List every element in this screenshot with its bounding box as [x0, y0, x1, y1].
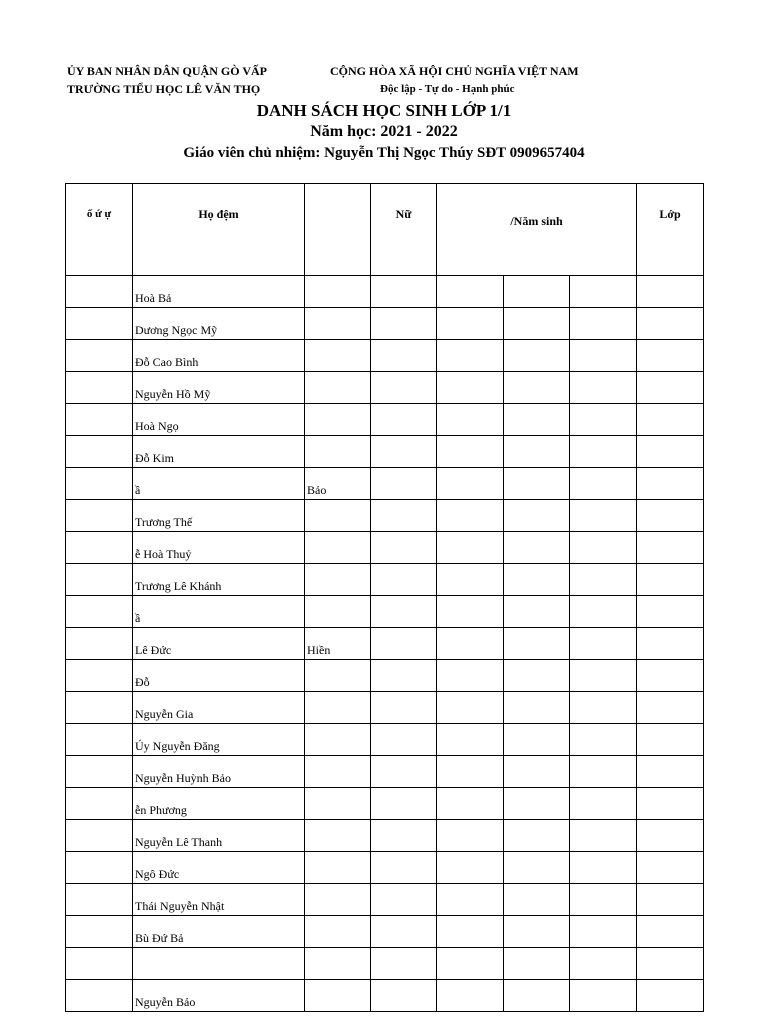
cell-note	[305, 532, 371, 564]
table-row	[66, 276, 704, 308]
cell-name: Nguyễn Bảo	[133, 980, 305, 1012]
cell-name: Bù Đứ Bả	[133, 916, 305, 948]
cell-stt	[66, 692, 133, 724]
cell-month	[504, 372, 570, 404]
cell-stt	[66, 500, 133, 532]
cell-year	[570, 436, 637, 468]
cell-stt	[66, 532, 133, 564]
cell-stt	[66, 724, 133, 756]
cell-year	[570, 596, 637, 628]
cell-name: Dương Ngọc Mỹ	[133, 308, 305, 340]
cell-note	[305, 884, 371, 916]
header-ho-dem: Họ đệm	[133, 184, 305, 276]
table-row	[66, 628, 704, 660]
cell-nu	[371, 660, 437, 692]
cell-class	[637, 500, 704, 532]
cell-class	[637, 276, 704, 308]
cell-name: Hoà Bả	[133, 276, 305, 308]
table-row	[66, 340, 704, 372]
cell-name: Đỗ Cao Bình	[133, 340, 305, 372]
cell-day	[437, 404, 504, 436]
cell-stt	[66, 276, 133, 308]
cell-name: Đỗ Kim	[133, 436, 305, 468]
cell-stt	[66, 948, 133, 980]
cell-month	[504, 724, 570, 756]
cell-month	[504, 532, 570, 564]
cell-note	[305, 692, 371, 724]
cell-class	[637, 692, 704, 724]
table-row	[66, 404, 704, 436]
cell-year	[570, 756, 637, 788]
table-row	[66, 532, 704, 564]
header-nam-sinh: /Năm sinh	[437, 184, 637, 276]
cell-nu	[371, 340, 437, 372]
cell-note: Bảo	[305, 468, 371, 500]
cell-nu	[371, 436, 437, 468]
cell-year	[570, 404, 637, 436]
cell-name: Đỗ	[133, 660, 305, 692]
table-row	[66, 692, 704, 724]
cell-year	[570, 308, 637, 340]
cell-day	[437, 372, 504, 404]
cell-name: ầ	[133, 596, 305, 628]
header-blank	[305, 184, 371, 276]
table-row	[66, 788, 704, 820]
table-row	[66, 564, 704, 596]
table-row	[66, 468, 704, 500]
cell-nu	[371, 404, 437, 436]
table-row	[66, 436, 704, 468]
cell-name: Trương Lê Khánh	[133, 564, 305, 596]
cell-nu	[371, 756, 437, 788]
document-title: DANH SÁCH HỌC SINH LỚP 1/1	[256, 101, 512, 120]
cell-year	[570, 884, 637, 916]
cell-year	[570, 820, 637, 852]
cell-note	[305, 660, 371, 692]
cell-year	[570, 692, 637, 724]
cell-nu	[371, 532, 437, 564]
cell-year	[570, 276, 637, 308]
cell-note	[305, 340, 371, 372]
table-row	[66, 660, 704, 692]
cell-day	[437, 340, 504, 372]
cell-name	[133, 948, 305, 980]
cell-month	[504, 788, 570, 820]
cell-name: Trương Thế	[133, 500, 305, 532]
cell-name: Lê Đức	[133, 628, 305, 660]
cell-name: Nguyễn Lê Thanh	[133, 820, 305, 852]
cell-month	[504, 948, 570, 980]
cell-month	[504, 564, 570, 596]
cell-month	[504, 500, 570, 532]
cell-note	[305, 500, 371, 532]
cell-stt	[66, 372, 133, 404]
cell-month	[504, 436, 570, 468]
cell-nu	[371, 884, 437, 916]
cell-nu	[371, 692, 437, 724]
cell-class	[637, 436, 704, 468]
cell-note	[305, 276, 371, 308]
cell-class	[637, 852, 704, 884]
cell-class	[637, 340, 704, 372]
cell-stt	[66, 916, 133, 948]
cell-name: Nguyễn Gia	[133, 692, 305, 724]
cell-day	[437, 564, 504, 596]
cell-note: Hiền	[305, 628, 371, 660]
cell-day	[437, 308, 504, 340]
cell-class	[637, 564, 704, 596]
cell-nu	[371, 596, 437, 628]
cell-year	[570, 628, 637, 660]
cell-name: ễn Phương	[133, 788, 305, 820]
cell-note	[305, 596, 371, 628]
table-header-row	[66, 184, 704, 276]
cell-day	[437, 596, 504, 628]
table-row	[66, 500, 704, 532]
cell-class	[637, 468, 704, 500]
cell-class	[637, 788, 704, 820]
cell-class	[637, 756, 704, 788]
cell-class	[637, 980, 704, 1012]
cell-stt	[66, 308, 133, 340]
cell-note	[305, 916, 371, 948]
cell-day	[437, 852, 504, 884]
cell-class	[637, 628, 704, 660]
cell-class	[637, 916, 704, 948]
cell-nu	[371, 948, 437, 980]
cell-month	[504, 756, 570, 788]
cell-note	[305, 756, 371, 788]
cell-name: Úy Nguyễn Đăng	[133, 724, 305, 756]
cell-class	[637, 532, 704, 564]
cell-day	[437, 436, 504, 468]
cell-month	[504, 660, 570, 692]
cell-note	[305, 852, 371, 884]
cell-day	[437, 948, 504, 980]
cell-stt	[66, 660, 133, 692]
cell-nu	[371, 916, 437, 948]
cell-name: Nguyễn Huỳnh Bảo	[133, 756, 305, 788]
school-year: Năm học: 2021 - 2022	[310, 123, 458, 140]
cell-year	[570, 980, 637, 1012]
header-stt: ố ứ ự	[66, 184, 133, 276]
cell-class	[637, 596, 704, 628]
cell-month	[504, 596, 570, 628]
cell-stt	[66, 404, 133, 436]
country-name: CỘNG HÒA XÃ HỘI CHỦ NGHĨA VIỆT NAM	[330, 64, 579, 78]
cell-nu	[371, 820, 437, 852]
cell-month	[504, 308, 570, 340]
cell-day	[437, 532, 504, 564]
cell-stt	[66, 596, 133, 628]
student-list-table	[65, 183, 704, 1012]
cell-nu	[371, 788, 437, 820]
cell-class	[637, 372, 704, 404]
cell-day	[437, 788, 504, 820]
cell-stt	[66, 884, 133, 916]
cell-nu	[371, 468, 437, 500]
cell-day	[437, 500, 504, 532]
cell-class	[637, 308, 704, 340]
cell-class	[637, 820, 704, 852]
cell-month	[504, 980, 570, 1012]
district-committee-name: ỦY BAN NHÂN DÂN QUẬN GÒ VẤP	[67, 64, 267, 78]
cell-class	[637, 948, 704, 980]
table-row	[66, 756, 704, 788]
cell-year	[570, 340, 637, 372]
table-row	[66, 308, 704, 340]
cell-month	[504, 820, 570, 852]
cell-nu	[371, 276, 437, 308]
cell-month	[504, 468, 570, 500]
cell-class	[637, 724, 704, 756]
cell-year	[570, 564, 637, 596]
cell-name: Hoà Ngọ	[133, 404, 305, 436]
cell-note	[305, 372, 371, 404]
cell-day	[437, 692, 504, 724]
cell-note	[305, 404, 371, 436]
cell-stt	[66, 468, 133, 500]
table-row	[66, 596, 704, 628]
header-lop: Lớp	[637, 184, 704, 276]
cell-name: Thái Nguyễn Nhật	[133, 884, 305, 916]
table-row	[66, 916, 704, 948]
cell-nu	[371, 372, 437, 404]
cell-stt	[66, 820, 133, 852]
cell-month	[504, 628, 570, 660]
cell-stt	[66, 788, 133, 820]
cell-month	[504, 692, 570, 724]
cell-day	[437, 756, 504, 788]
cell-note	[305, 948, 371, 980]
cell-note	[305, 308, 371, 340]
cell-year	[570, 724, 637, 756]
cell-nu	[371, 724, 437, 756]
cell-day	[437, 660, 504, 692]
cell-day	[437, 724, 504, 756]
cell-name: ễ Hoà Thuỷ	[133, 532, 305, 564]
cell-stt	[66, 340, 133, 372]
cell-name: ầ	[133, 468, 305, 500]
cell-month	[504, 404, 570, 436]
cell-stt	[66, 628, 133, 660]
cell-day	[437, 628, 504, 660]
header-nu: Nữ	[371, 184, 437, 276]
cell-month	[504, 276, 570, 308]
cell-day	[437, 820, 504, 852]
cell-day	[437, 276, 504, 308]
cell-name: Ngô Đức	[133, 852, 305, 884]
cell-note	[305, 788, 371, 820]
cell-class	[637, 660, 704, 692]
cell-day	[437, 980, 504, 1012]
cell-stt	[66, 980, 133, 1012]
cell-note	[305, 564, 371, 596]
table-row	[66, 724, 704, 756]
cell-month	[504, 884, 570, 916]
school-name: TRƯỜNG TIỂU HỌC LÊ VĂN THỌ	[67, 82, 261, 96]
cell-year	[570, 788, 637, 820]
cell-day	[437, 884, 504, 916]
cell-year	[570, 852, 637, 884]
table-row	[66, 980, 704, 1012]
cell-note	[305, 980, 371, 1012]
cell-year	[570, 916, 637, 948]
cell-name: Nguyễn Hồ Mỹ	[133, 372, 305, 404]
cell-year	[570, 500, 637, 532]
cell-year	[570, 532, 637, 564]
table-row	[66, 948, 704, 980]
cell-month	[504, 852, 570, 884]
cell-nu	[371, 564, 437, 596]
cell-nu	[371, 308, 437, 340]
cell-note	[305, 820, 371, 852]
cell-year	[570, 660, 637, 692]
cell-stt	[66, 852, 133, 884]
cell-stt	[66, 436, 133, 468]
national-motto: Độc lập - Tự do - Hạnh phúc	[380, 83, 515, 95]
cell-class	[637, 404, 704, 436]
cell-nu	[371, 500, 437, 532]
homeroom-teacher: Giáo viên chủ nhiệm: Nguyễn Thị Ngọc Thúy SĐT 0909657404	[183, 145, 585, 161]
table-row	[66, 820, 704, 852]
cell-year	[570, 948, 637, 980]
cell-year	[570, 372, 637, 404]
cell-day	[437, 916, 504, 948]
cell-stt	[66, 564, 133, 596]
cell-year	[570, 468, 637, 500]
table-row	[66, 372, 704, 404]
cell-note	[305, 436, 371, 468]
cell-note	[305, 724, 371, 756]
cell-class	[637, 884, 704, 916]
cell-stt	[66, 756, 133, 788]
table-row	[66, 852, 704, 884]
table-row	[66, 884, 704, 916]
cell-nu	[371, 980, 437, 1012]
cell-nu	[371, 852, 437, 884]
cell-day	[437, 468, 504, 500]
cell-month	[504, 916, 570, 948]
cell-month	[504, 340, 570, 372]
cell-nu	[371, 628, 437, 660]
